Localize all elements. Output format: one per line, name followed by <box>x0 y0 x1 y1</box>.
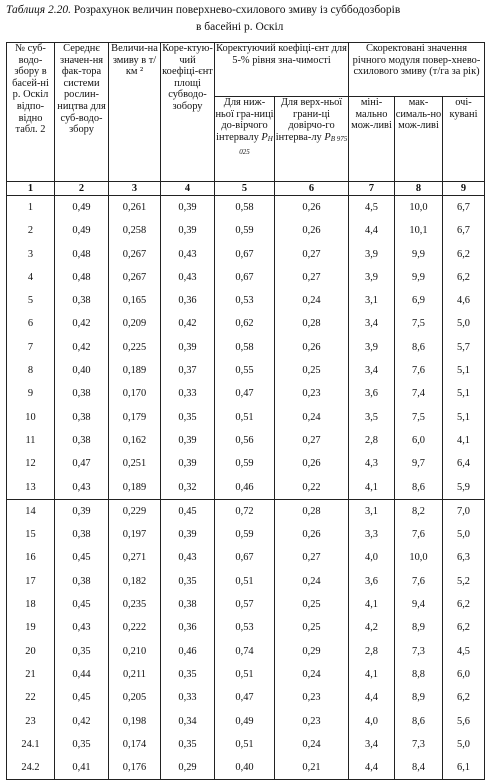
table-cell: 0,51 <box>215 570 275 593</box>
table-cell: 0,48 <box>55 266 109 289</box>
table-cell: 5,1 <box>443 406 485 429</box>
table-cell: 6,2 <box>443 616 485 639</box>
table-cell: 7,5 <box>395 406 443 429</box>
column-numbers-row <box>7 182 485 196</box>
column-number: 1 <box>7 182 55 196</box>
table-cell: 6,0 <box>395 429 443 452</box>
table-cell: 0,37 <box>161 359 215 382</box>
column-number: 6 <box>275 182 349 196</box>
table-cell: 0,38 <box>55 523 109 546</box>
table-row <box>7 499 485 523</box>
table-cell: 16 <box>7 546 55 569</box>
table-cell: 8,2 <box>395 499 443 523</box>
table-cell: 4,4 <box>349 219 395 242</box>
table-cell: 4,4 <box>349 756 395 780</box>
table-cell: 7,6 <box>395 359 443 382</box>
table-cell: 24.2 <box>7 756 55 780</box>
table-cell: 22 <box>7 686 55 709</box>
table-cell: 0,36 <box>161 289 215 312</box>
table-cell: 0,51 <box>215 663 275 686</box>
table-cell: 0,45 <box>161 499 215 523</box>
table-cell: 2,8 <box>349 429 395 452</box>
table-cell: 9,9 <box>395 243 443 266</box>
table-cell: 5,0 <box>443 733 485 756</box>
table-cell: 8,4 <box>395 756 443 780</box>
table-cell: 0,53 <box>215 616 275 639</box>
table-cell: 18 <box>7 593 55 616</box>
table-cell: 3 <box>7 243 55 266</box>
table-cell: 6,9 <box>395 289 443 312</box>
table-cell: 0,49 <box>55 196 109 220</box>
table-row <box>7 686 485 709</box>
table-cell: 0,39 <box>161 219 215 242</box>
table-row <box>7 452 485 475</box>
table-cell: 0,39 <box>161 452 215 475</box>
column-number: 7 <box>349 182 395 196</box>
column-number: 3 <box>109 182 161 196</box>
table-cell: 0,43 <box>161 266 215 289</box>
table-cell: 0,46 <box>161 640 215 663</box>
table-cell: 10,1 <box>395 219 443 242</box>
table-cell: 0,42 <box>55 336 109 359</box>
table-cell: 4,5 <box>443 640 485 663</box>
table-row <box>7 616 485 639</box>
table-cell: 0,45 <box>55 686 109 709</box>
table-cell: 8 <box>7 359 55 382</box>
table-row <box>7 196 485 220</box>
table-cell: 0,38 <box>55 289 109 312</box>
table-row <box>7 429 485 452</box>
table-cell: 0,28 <box>275 499 349 523</box>
table-cell: 6,2 <box>443 266 485 289</box>
table-cell: 0,47 <box>215 382 275 405</box>
table-cell: 0,271 <box>109 546 161 569</box>
table-cell: 0,59 <box>215 523 275 546</box>
table-row <box>7 663 485 686</box>
table-cell: 3,3 <box>349 523 395 546</box>
table-row <box>7 546 485 569</box>
table-cell: 4,1 <box>349 593 395 616</box>
table-row <box>7 640 485 663</box>
table-cell: 4 <box>7 266 55 289</box>
table-cell: 0,267 <box>109 266 161 289</box>
table-cell: 0,179 <box>109 406 161 429</box>
caption-label: Таблиця 2.20. <box>6 4 71 16</box>
table-cell: 7,6 <box>395 523 443 546</box>
table-cell: 0,26 <box>275 196 349 220</box>
table-cell: 0,235 <box>109 593 161 616</box>
table-cell: 0,53 <box>215 289 275 312</box>
table-cell: 0,38 <box>55 406 109 429</box>
table-cell: 0,24 <box>275 406 349 429</box>
table-cell: 4,6 <box>443 289 485 312</box>
table-cell: 3,4 <box>349 733 395 756</box>
table-cell: 0,43 <box>55 616 109 639</box>
table-cell: 0,28 <box>275 312 349 335</box>
table-cell: 0,35 <box>161 406 215 429</box>
table-cell: 6 <box>7 312 55 335</box>
table-cell: 5 <box>7 289 55 312</box>
table-cell: 0,27 <box>275 429 349 452</box>
table-cell: 4,1 <box>443 429 485 452</box>
table-cell: 3,9 <box>349 243 395 266</box>
table-row <box>7 243 485 266</box>
table-cell: 3,9 <box>349 336 395 359</box>
header-corrected-values-group: Скоректовані значення річного модуля повер-хнево-схилового змиву (т/га за рік) <box>349 43 485 97</box>
table-cell: 0,25 <box>275 359 349 382</box>
table-cell: 0,225 <box>109 336 161 359</box>
table-cell: 0,43 <box>161 546 215 569</box>
table-cell: 0,258 <box>109 219 161 242</box>
table-cell: 0,38 <box>55 570 109 593</box>
table-cell: 0,59 <box>215 219 275 242</box>
table-cell: 0,56 <box>215 429 275 452</box>
table-cell: 5,7 <box>443 336 485 359</box>
table-cell: 0,267 <box>109 243 161 266</box>
table-cell: 3,4 <box>349 359 395 382</box>
table-cell: 7,3 <box>395 733 443 756</box>
table-cell: 9 <box>7 382 55 405</box>
table-cell: 5,0 <box>443 523 485 546</box>
table-cell: 3,1 <box>349 499 395 523</box>
table-cell: 0,26 <box>275 219 349 242</box>
table-cell: 0,49 <box>215 710 275 733</box>
table-cell: 0,42 <box>55 312 109 335</box>
table-cell: 6,2 <box>443 243 485 266</box>
table-cell: 0,51 <box>215 406 275 429</box>
table-cell: 0,23 <box>275 686 349 709</box>
table-cell: 7,3 <box>395 640 443 663</box>
table-cell: 3,5 <box>349 406 395 429</box>
table-row <box>7 570 485 593</box>
table-cell: 15 <box>7 523 55 546</box>
header-erosion-value: Величи-на змиву в т/км ² <box>109 43 161 182</box>
table-cell: 5,9 <box>443 476 485 500</box>
table-cell: 8,6 <box>395 336 443 359</box>
table-cell: 0,33 <box>161 686 215 709</box>
table-cell: 0,209 <box>109 312 161 335</box>
table-cell: 0,72 <box>215 499 275 523</box>
table-cell: 5,1 <box>443 382 485 405</box>
table-cell: 0,43 <box>55 476 109 500</box>
table-cell: 10 <box>7 406 55 429</box>
table-row <box>7 289 485 312</box>
table-cell: 0,35 <box>55 640 109 663</box>
table-row <box>7 756 485 780</box>
table-cell: 0,39 <box>161 523 215 546</box>
table-cell: 0,35 <box>161 570 215 593</box>
table-cell: 0,189 <box>109 476 161 500</box>
table-cell: 0,162 <box>109 429 161 452</box>
table-cell: 0,62 <box>215 312 275 335</box>
table-cell: 0,205 <box>109 686 161 709</box>
table-cell: 0,251 <box>109 452 161 475</box>
table-cell: 9,7 <box>395 452 443 475</box>
table-cell: 0,32 <box>161 476 215 500</box>
table-cell: 3,6 <box>349 382 395 405</box>
table-cell: 0,55 <box>215 359 275 382</box>
header-expected: очі-кувані <box>443 97 485 182</box>
table-cell: 6,7 <box>443 219 485 242</box>
table-cell: 3,1 <box>349 289 395 312</box>
table-cell: 6,0 <box>443 663 485 686</box>
table-cell: 0,57 <box>215 593 275 616</box>
table-row <box>7 266 485 289</box>
table-cell: 0,40 <box>55 359 109 382</box>
table-cell: 2,8 <box>349 640 395 663</box>
table-header <box>7 43 485 196</box>
table-row <box>7 336 485 359</box>
column-number: 9 <box>443 182 485 196</box>
table-cell: 7,5 <box>395 312 443 335</box>
table-cell: 0,39 <box>161 196 215 220</box>
table-cell: 0,35 <box>161 663 215 686</box>
table-cell: 24.1 <box>7 733 55 756</box>
table-cell: 0,26 <box>275 523 349 546</box>
table-cell: 0,25 <box>275 616 349 639</box>
table-cell: 6,4 <box>443 452 485 475</box>
header-crop-factor: Середнє значен-ня фак-тора системи рослин-ництва для суб-водо-збору <box>55 43 109 182</box>
table-cell: 3,9 <box>349 266 395 289</box>
table-cell: 5,1 <box>443 359 485 382</box>
table-row <box>7 523 485 546</box>
table-cell: 0,34 <box>161 710 215 733</box>
table-cell: 5,0 <box>443 312 485 335</box>
table-cell: 0,222 <box>109 616 161 639</box>
table-cell: 4,5 <box>349 196 395 220</box>
table-cell: 0,59 <box>215 452 275 475</box>
table-cell: 0,24 <box>275 733 349 756</box>
table-row <box>7 406 485 429</box>
table-cell: 6,3 <box>443 546 485 569</box>
table-cell: 8,9 <box>395 686 443 709</box>
table-cell: 0,261 <box>109 196 161 220</box>
header-upper-bound: Для верх-ньої грани-ці довірчо-го інтерва-лу PB 975 <box>275 97 349 182</box>
table-cell: 0,67 <box>215 243 275 266</box>
table-cell: 12 <box>7 452 55 475</box>
table-cell: 0,229 <box>109 499 161 523</box>
table-cell: 0,58 <box>215 196 275 220</box>
table-cell: 8,9 <box>395 616 443 639</box>
table-cell: 4,1 <box>349 476 395 500</box>
table-cell: 0,43 <box>161 243 215 266</box>
table-row <box>7 710 485 733</box>
table-cell: 0,23 <box>275 710 349 733</box>
table-cell: 0,174 <box>109 733 161 756</box>
table-cell: 0,45 <box>55 593 109 616</box>
table-cell: 3,6 <box>349 570 395 593</box>
table-cell: 21 <box>7 663 55 686</box>
table-row <box>7 219 485 242</box>
table-row <box>7 593 485 616</box>
table-cell: 0,26 <box>275 452 349 475</box>
table-cell: 0,24 <box>275 570 349 593</box>
table-cell: 9,4 <box>395 593 443 616</box>
table-cell: 0,67 <box>215 266 275 289</box>
table-cell: 10,0 <box>395 546 443 569</box>
table-cell: 0,38 <box>161 593 215 616</box>
table-row <box>7 312 485 335</box>
table-cell: 0,44 <box>55 663 109 686</box>
header-correction-coefficient-group: Коректуючий коефіці-єнт для 5-% рівня зна-чимості <box>215 43 349 97</box>
table-cell: 8,8 <box>395 663 443 686</box>
table-cell: 0,46 <box>215 476 275 500</box>
table-cell: 19 <box>7 616 55 639</box>
table-cell: 4,3 <box>349 452 395 475</box>
header-subbasin-number: № суб-водо-збору в басей-ні р. Оскіл відпо-відно табл. 2 <box>7 43 55 182</box>
table-cell: 4,4 <box>349 686 395 709</box>
table-cell: 7,0 <box>443 499 485 523</box>
table-cell: 2 <box>7 219 55 242</box>
table-cell: 5,6 <box>443 710 485 733</box>
table-cell: 0,38 <box>55 429 109 452</box>
table-cell: 9,9 <box>395 266 443 289</box>
table-row <box>7 476 485 500</box>
table-row <box>7 733 485 756</box>
table-cell: 0,21 <box>275 756 349 780</box>
table-cell: 0,67 <box>215 546 275 569</box>
table-cell: 3,4 <box>349 312 395 335</box>
table-cell: 0,58 <box>215 336 275 359</box>
table-cell: 0,182 <box>109 570 161 593</box>
table-cell: 0,74 <box>215 640 275 663</box>
caption-title-line1: Розрахунок величин поверхнево-схилового змиву із суббодозборів <box>73 4 401 16</box>
table-cell: 4,2 <box>349 616 395 639</box>
table-cell: 4,0 <box>349 710 395 733</box>
header-lower-bound: Для ниж-ньої гра-ниці до-вірчого інтервалу PH 025 <box>215 97 275 182</box>
table-cell: 0,47 <box>55 452 109 475</box>
table-cell: 0,23 <box>275 382 349 405</box>
table-cell: 0,27 <box>275 243 349 266</box>
table-cell: 0,211 <box>109 663 161 686</box>
table-cell: 0,170 <box>109 382 161 405</box>
table-cell: 0,36 <box>161 616 215 639</box>
table-cell: 0,49 <box>55 219 109 242</box>
table-cell: 4,0 <box>349 546 395 569</box>
table-cell: 0,35 <box>55 733 109 756</box>
table-cell: 10,0 <box>395 196 443 220</box>
table-cell: 0,165 <box>109 289 161 312</box>
table-cell: 0,39 <box>55 499 109 523</box>
table-cell: 0,33 <box>161 382 215 405</box>
table-cell: 0,39 <box>161 429 215 452</box>
table-cell: 6,2 <box>443 686 485 709</box>
header-min-possible: міні-мально мож-ливі <box>349 97 395 182</box>
column-number: 4 <box>161 182 215 196</box>
table-body <box>7 196 485 780</box>
table-cell: 5,2 <box>443 570 485 593</box>
table-cell: 0,26 <box>275 336 349 359</box>
table-cell: 0,47 <box>215 686 275 709</box>
table-cell: 0,35 <box>161 733 215 756</box>
table-cell: 1 <box>7 196 55 220</box>
column-number: 8 <box>395 182 443 196</box>
table-cell: 0,38 <box>55 382 109 405</box>
table-cell: 0,22 <box>275 476 349 500</box>
table-cell: 0,176 <box>109 756 161 780</box>
table-cell: 0,24 <box>275 289 349 312</box>
table-cell: 0,27 <box>275 546 349 569</box>
table-cell: 13 <box>7 476 55 500</box>
table-cell: 0,42 <box>161 312 215 335</box>
table-cell: 0,45 <box>55 546 109 569</box>
table-cell: 7 <box>7 336 55 359</box>
table-cell: 0,29 <box>161 756 215 780</box>
table-cell: 17 <box>7 570 55 593</box>
table-cell: 0,25 <box>275 593 349 616</box>
table-cell: 6,1 <box>443 756 485 780</box>
table-cell: 0,27 <box>275 266 349 289</box>
table-cell: 0,42 <box>55 710 109 733</box>
table-cell: 11 <box>7 429 55 452</box>
table-cell: 0,189 <box>109 359 161 382</box>
table-cell: 6,7 <box>443 196 485 220</box>
table-cell: 0,210 <box>109 640 161 663</box>
table-cell: 23 <box>7 710 55 733</box>
table-row <box>7 359 485 382</box>
erosion-table <box>6 42 485 780</box>
table-cell: 0,39 <box>161 336 215 359</box>
table-caption <box>6 2 496 36</box>
table-cell: 7,6 <box>395 570 443 593</box>
column-number: 2 <box>55 182 109 196</box>
caption-title-line2: в басейні р. Оскіл <box>196 21 284 33</box>
table-cell: 0,51 <box>215 733 275 756</box>
header-area-coefficient: Коре-ктую-чий коефіці-єнт площі субводо-зобору <box>161 43 215 182</box>
table-cell: 0,41 <box>55 756 109 780</box>
table-cell: 20 <box>7 640 55 663</box>
table-cell: 14 <box>7 499 55 523</box>
table-cell: 4,1 <box>349 663 395 686</box>
table-cell: 7,4 <box>395 382 443 405</box>
table-cell: 8,6 <box>395 476 443 500</box>
table-cell: 0,48 <box>55 243 109 266</box>
header-max-possible: мак-сималь-но мож-ливі <box>395 97 443 182</box>
table-cell: 6,2 <box>443 593 485 616</box>
table-cell: 8,6 <box>395 710 443 733</box>
table-cell: 0,198 <box>109 710 161 733</box>
table-cell: 0,24 <box>275 663 349 686</box>
table-cell: 0,40 <box>215 756 275 780</box>
table-row <box>7 382 485 405</box>
table-cell: 0,29 <box>275 640 349 663</box>
column-number: 5 <box>215 182 275 196</box>
table-cell: 0,197 <box>109 523 161 546</box>
